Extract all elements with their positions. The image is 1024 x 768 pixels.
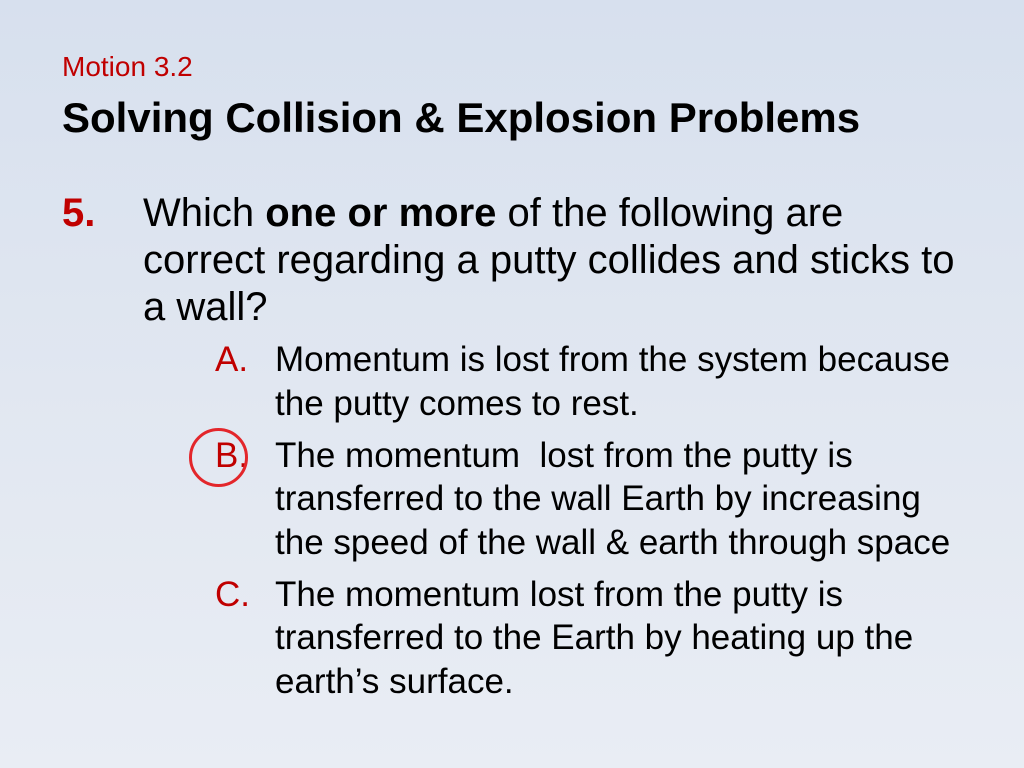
option-text-line: the putty comes to rest. bbox=[275, 383, 639, 423]
question-line: correct regarding a putty collides and sticks to bbox=[143, 238, 955, 282]
question-text bbox=[143, 190, 1002, 331]
option-letter bbox=[215, 338, 275, 382]
option-letter bbox=[215, 434, 275, 478]
option-letter-label: B. bbox=[215, 435, 249, 475]
option-text-line: the speed of the wall & earth through space bbox=[275, 522, 951, 562]
option-letter-label: C. bbox=[215, 574, 250, 614]
option-text bbox=[275, 338, 950, 425]
answer-options bbox=[215, 338, 1005, 703]
option-text-line: transferred to the Earth by heating up the bbox=[275, 618, 914, 657]
question-emphasis: one or more bbox=[265, 191, 497, 235]
option-letter bbox=[215, 573, 275, 617]
question-line: a wall? bbox=[143, 285, 268, 329]
option-a bbox=[215, 338, 1005, 425]
option-c bbox=[215, 573, 1005, 704]
question-number: 5. bbox=[62, 191, 96, 235]
option-text bbox=[275, 573, 913, 704]
option-text-line: Momentum is lost from the system because bbox=[275, 340, 950, 379]
option-text bbox=[275, 434, 950, 565]
question bbox=[62, 190, 1002, 331]
option-text-line: transferred to the wall Earth by increasing bbox=[275, 479, 921, 518]
question-text-end: of the following are bbox=[496, 191, 844, 235]
option-text-line: The momentum lost from the putty is bbox=[275, 435, 853, 475]
slide-section-label: Motion 3.2 bbox=[62, 51, 193, 82]
option-text-line: The momentum lost from the putty is bbox=[275, 574, 843, 614]
option-b bbox=[215, 434, 1005, 565]
option-letter-label: A. bbox=[215, 340, 249, 379]
question-text-start: Which bbox=[143, 191, 266, 235]
slide-title: Solving Collision & Explosion Problems bbox=[62, 94, 861, 141]
option-text-line: earth’s surface. bbox=[275, 661, 514, 701]
question-line bbox=[143, 190, 1002, 237]
